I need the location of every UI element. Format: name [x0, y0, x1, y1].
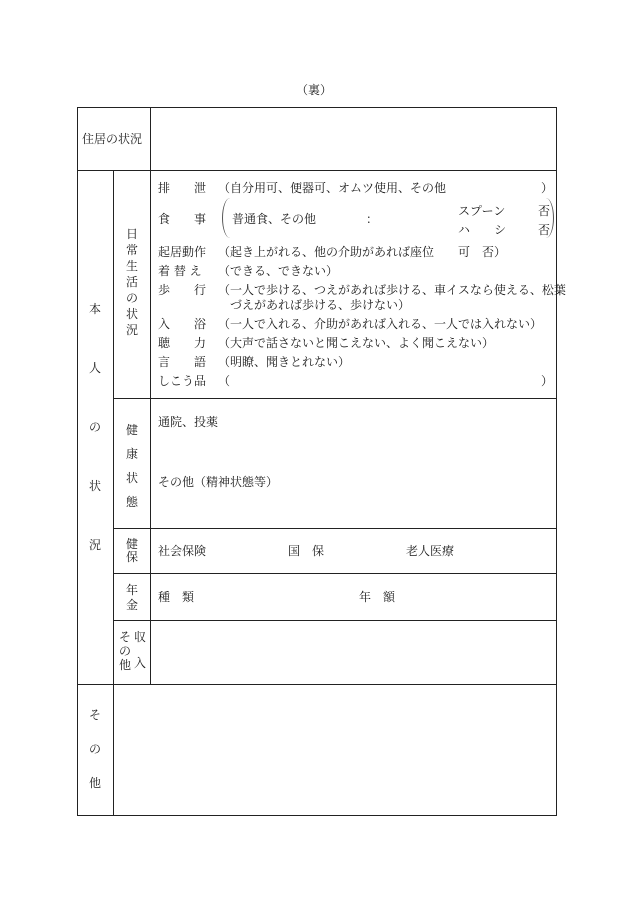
divider	[77, 684, 557, 685]
insurance-elderly: 老人医療	[406, 544, 455, 558]
label-char: 態	[125, 495, 138, 509]
pension-type: 種 類	[158, 590, 195, 604]
label-char: そ	[88, 708, 101, 722]
label-char: の	[88, 742, 101, 756]
housing-label: 住居の状況	[82, 132, 143, 146]
speech-options: （明瞭、聞きとれない）	[218, 355, 351, 369]
hearing-label: 聴 力	[158, 336, 207, 350]
walking-options-cont: づえがあれば歩ける、歩けない）	[230, 298, 411, 312]
meal-options: 普通食、その他	[232, 212, 317, 226]
label-char: 収	[133, 630, 146, 644]
meal-colon: ：	[366, 212, 379, 226]
dressing-options: （できる、できない）	[218, 264, 339, 278]
pension-amount: 年 額	[359, 590, 396, 604]
preference-label: しこう品	[158, 374, 207, 388]
label-char: 常	[125, 243, 138, 257]
divider	[113, 398, 557, 399]
page-label: （裏）	[296, 83, 333, 97]
meal-bracket-right	[545, 198, 554, 238]
label-char: の	[118, 644, 131, 658]
divider	[113, 528, 557, 529]
speech-label: 言 語	[158, 355, 207, 369]
divider	[113, 573, 557, 574]
health-other-label: その他（精神状態等）	[158, 475, 279, 489]
walking-label: 歩 行	[158, 283, 207, 297]
divider	[150, 170, 151, 684]
housing-field[interactable]	[152, 109, 554, 168]
meal-bracket-left	[222, 198, 231, 238]
excretion-close: ）	[541, 181, 554, 195]
label-char: 日	[125, 227, 138, 241]
label-char: そ	[118, 630, 131, 644]
walking-options: （一人で歩ける、つえがあれば歩ける、車イスなら使える、松葉	[218, 283, 566, 297]
border-bottom	[77, 815, 557, 816]
label-char: 人	[88, 361, 101, 375]
label-char: 金	[125, 598, 138, 612]
divider	[150, 107, 151, 170]
label-char: 活	[125, 275, 138, 289]
label-char: 状	[88, 479, 101, 493]
label-char: の	[125, 291, 138, 305]
label-char: 状	[125, 471, 138, 485]
preference-close: ）	[541, 374, 554, 388]
bathing-options: （一人で入れる、介助があれば入れる、一人では入れない）	[218, 317, 543, 331]
sitting-options: （起き上がれる、他の介助があれば座位 可 否）	[218, 245, 507, 259]
insurance-national: 国 保	[288, 544, 325, 558]
label-char: 況	[88, 538, 101, 552]
border-top	[77, 107, 557, 108]
label-char: の	[88, 420, 101, 434]
label-char: 他	[88, 776, 101, 790]
label-char: 況	[125, 323, 138, 337]
insurance-social: 社会保険	[158, 544, 207, 558]
label-char: 本	[88, 302, 101, 316]
border-right	[556, 107, 557, 816]
hearing-options: （大声で話さないと聞こえない、よく聞こえない）	[218, 336, 495, 350]
bathing-label: 入 浴	[158, 317, 207, 331]
divider	[77, 170, 557, 171]
excretion-options: （自分用可、便器可、オムツ使用、その他	[218, 181, 447, 195]
label-char: 保	[125, 550, 138, 564]
meal-label: 食 事	[158, 212, 207, 226]
preference-open: （	[218, 374, 231, 388]
label-char: 康	[125, 447, 138, 461]
excretion-label: 排 泄	[158, 181, 207, 195]
label-char: 他	[118, 658, 131, 672]
label-char: 健	[125, 537, 138, 551]
spoon-no: 否	[538, 204, 551, 218]
divider	[113, 620, 557, 621]
border-left	[77, 107, 78, 816]
sitting-label: 起居動作	[158, 245, 207, 259]
chopsticks-no: 否	[538, 223, 551, 237]
chopsticks-label: ハ シ	[458, 223, 507, 237]
label-char: 年	[125, 583, 138, 597]
label-char: 状	[125, 307, 138, 321]
label-char: 入	[133, 656, 146, 670]
spoon-label: スプーン	[458, 204, 506, 218]
health-visits-label: 通院、投薬	[158, 415, 219, 429]
label-char: 健	[125, 423, 138, 437]
divider	[113, 170, 114, 815]
dressing-label: 着 替 え	[158, 264, 202, 278]
label-char: 生	[125, 259, 138, 273]
